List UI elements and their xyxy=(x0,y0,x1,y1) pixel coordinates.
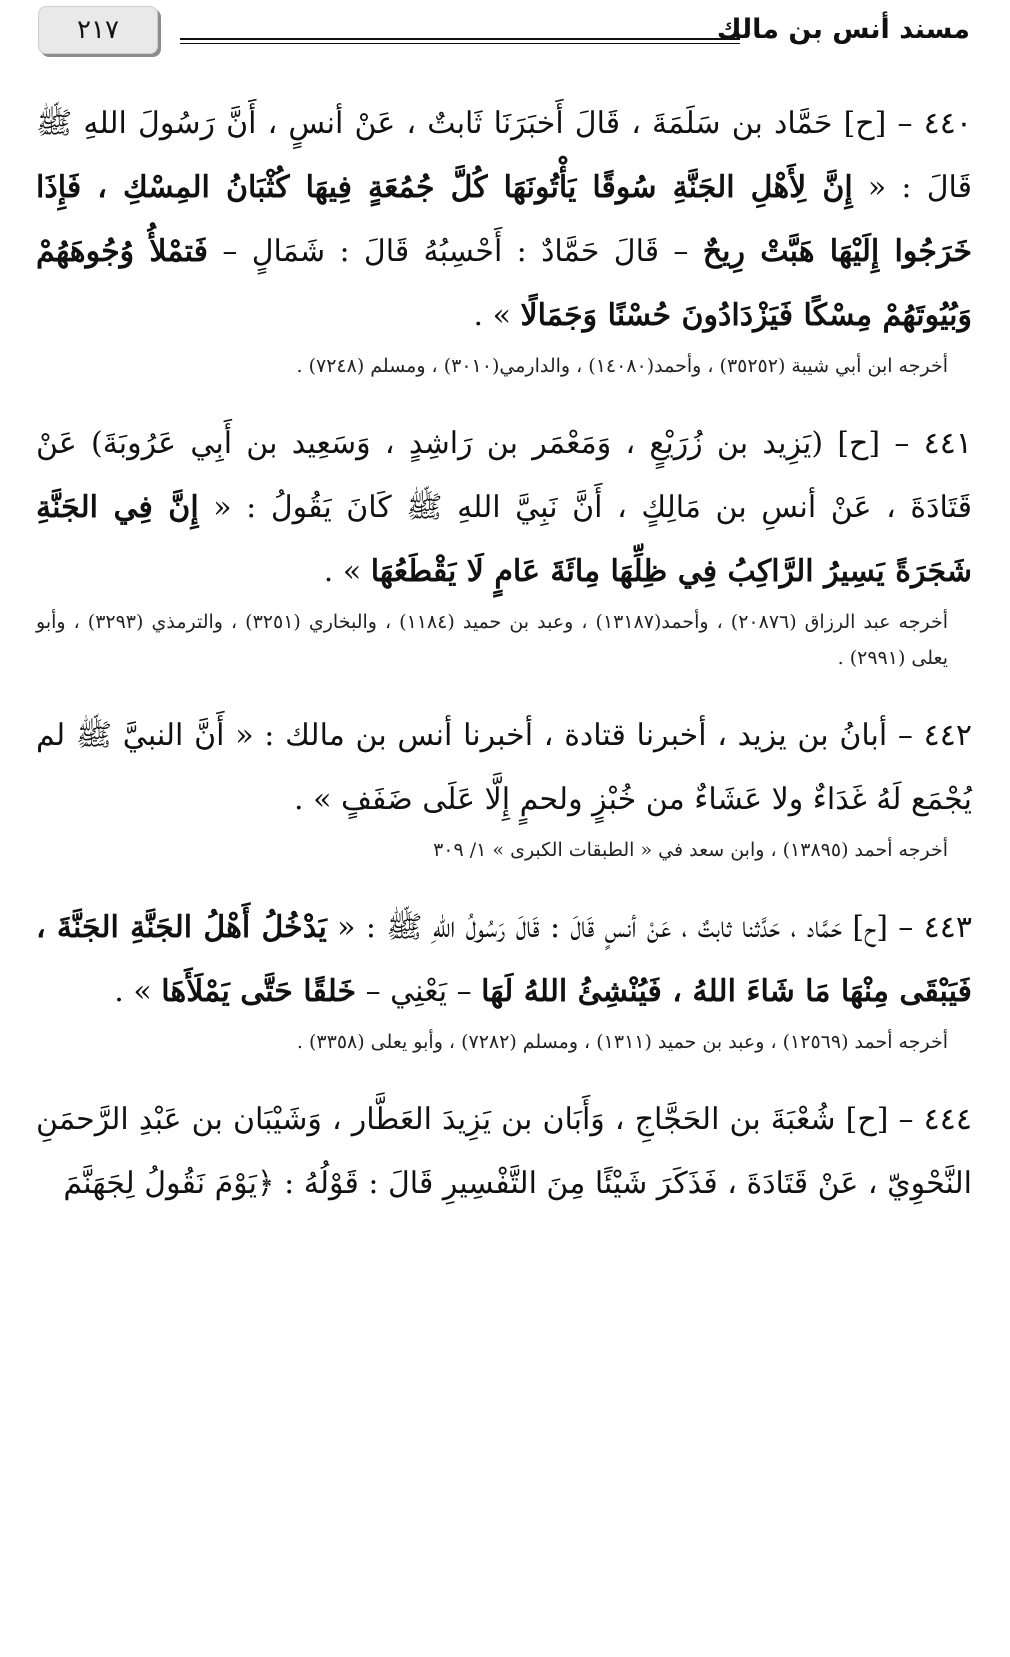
interjection: – قَالَ حَمَّادٌ : أَحْسِبُهُ قَالَ : شَمَالٍ – xyxy=(222,234,689,269)
hadith-number: ٤٤١ xyxy=(923,426,972,461)
hadith-441 xyxy=(36,412,972,676)
page-header xyxy=(0,0,1010,80)
closing-quote: » . xyxy=(114,974,152,1009)
matn: إِنَّ لِأَهْلِ الجَنَّةِ سُوقًا يَأْتُونَهَا كُلَّ جُمُعَةٍ فِيهَا كُثْبَانُ المِسْكِ ، فَإِذَا خَرَجُوا إِلَيْهَا هَبَّتْ رِيحٌ xyxy=(36,170,972,269)
hadith-text xyxy=(36,92,972,348)
closing-quote: » . xyxy=(323,554,362,589)
hadith-text xyxy=(36,896,972,1024)
isnad: – [ح] (يَزِيد بن زُرَيْعٍ ، وَمَعْمَر بن رَاشِدٍ ، وَسَعِيد بن أَبِي عَرُوبَةَ) عَنْ قَتَادَةَ ، عَنْ أنسِ بن مَالِكٍ ، أَنَّ نَبِيَّ اللهِ ﷺ كَانَ يَقُولُ : « xyxy=(36,426,972,525)
hadith-number: ٤٤٣ xyxy=(923,910,972,945)
hadith-440 xyxy=(36,92,972,384)
takhrij: أخرجه عبد الرزاق (٢٠٨٧٦) ، وأحمد(١٣١٨٧) ، وعبد بن حميد (١١٨٤) ، والبخاري (٣٢٥١) ، والترمذي (٣٢٩٣) ، وأبو يعلى (٢٩٩١) . xyxy=(36,611,948,669)
matn: إِنَّ فِي الجَنَّةِ شَجَرَةً يَسِيرُ الرَّاكِبُ فِي ظِلِّهَا مِائَةَ عَامٍ لَا يَقْطَعُهَا xyxy=(36,490,972,589)
isnad: – [ح] حَمَّاد بن سَلَمَةَ ، قَالَ أَخبَرَنَا ثَابتٌ ، عَنْ أنسٍ ، أَنَّ رَسُولَ اللهِ ﷺ قَالَ : « xyxy=(36,106,972,205)
header-rule xyxy=(180,38,740,44)
hadith-text xyxy=(36,1088,972,1216)
page-number: ٢١٧ xyxy=(38,6,158,54)
closing-quote: » . xyxy=(294,782,332,817)
hadith-number: ٤٤٠ xyxy=(923,106,972,141)
isnad: – [ح] حَمَّاد ، حَدَّثنا ثابتٌ ، عَنْ أنسٍ قَالَ : قَالَ رَسُولُ اللهِ ﷺ : « xyxy=(337,910,914,945)
hadith-443 xyxy=(36,896,972,1060)
closing-quote: » . xyxy=(473,298,511,333)
isnad: – أبانُ بن يزيد ، أخبرنا قتادة ، أخبرنا أنس بن مالك : « أَنَّ النبيَّ ﷺ لم يُجْمَع لَهُ غَدَاءٌ ولا عَشَاءٌ من خُبْزٍ ولحمٍ إِلَّا عَلَى ضَفَفٍ xyxy=(36,718,972,817)
takhrij: أخرجه أحمد (١٣٨٩٥) ، وابن سعد في « الطبقات الكبرى » ١/ ٣٠٩ xyxy=(433,839,948,861)
hadith-text xyxy=(36,704,972,832)
hadith-442 xyxy=(36,704,972,868)
hadith-text xyxy=(36,412,972,604)
hadith-number: ٤٤٢ xyxy=(923,718,972,753)
hadith-number: ٤٤٤ xyxy=(923,1102,972,1137)
takhrij: أخرجه ابن أبي شيبة (٣٥٢٥٢) ، وأحمد(١٤٠٨٠) ، والدارمي(٣٠١٠) ، ومسلم (٧٢٤٨) . xyxy=(296,355,948,377)
matn-continued: خَلقًا حَتَّى يَمْلَأَهَا xyxy=(161,974,357,1009)
matn: يَدْخُلُ أَهْلُ الجَنَّةِ الجَنَّةَ ، فَيَبْقَى مِنْهَا مَا شَاءَ اللهُ ، فَيُنْشِئُ اللهُ لَهَا xyxy=(36,910,972,1009)
running-title: مسند أنس بن مالك xyxy=(716,14,970,45)
hadith-444 xyxy=(36,1088,972,1216)
isnad: – [ح] شُعْبَةَ بن الحَجَّاجِ ، وَأَبَان بن يَزِيدَ العَطَّار ، وَشَيْبَان بن عَبْدِ الرَّحمَنِ النَّحْوِيّ ، عَنْ قَتَادَةَ ، فَذَكَرَ شَيْئًا مِنَ التَّفْسِيرِ قَالَ : قَوْلُهُ : ﴿يَوْمَ نَقُولُ لِجَهَنَّمَ xyxy=(36,1102,972,1201)
hadith-list xyxy=(36,92,972,1216)
interjection: – يَعْنِي – xyxy=(365,974,472,1009)
matn-continued: فَتمْلأُ وُجُوهَهُمْ وَبُيُوتَهُمْ مِسْكًا فَيَزْدَادُونَ حُسْنًا وَجَمَالًا xyxy=(36,234,972,333)
takhrij: أخرجه أحمد (١٢٥٦٩) ، وعبد بن حميد (١٣١١) ، ومسلم (٧٢٨٢) ، وأبو يعلى (٣٣٥٨) . xyxy=(296,1031,948,1053)
